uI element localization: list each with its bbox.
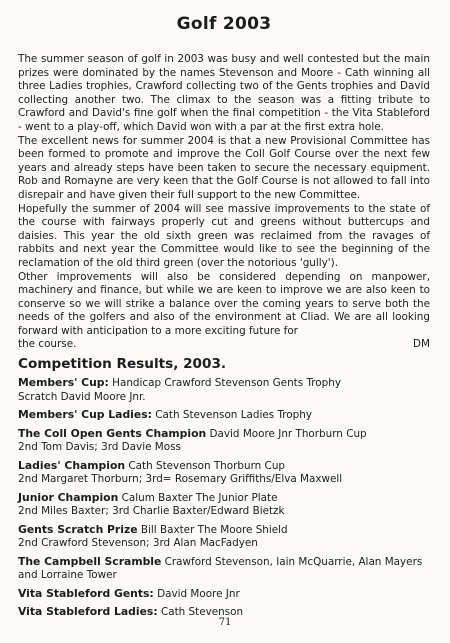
article-paragraph: The summer season of golf in 2003 was busy and well contested but the main prizes were dominated by the names Stevenson and Moore - Cath winning all three Ladies trophies, Crawford collecting two of the Gents trophies and David collecting another two. The climax to the season was a fitting tribute to Crawford and David's fine golf when the final competition - the Vita Stableford - went to a play-off, which David won with a par at the first extra hole.	[18, 53, 430, 133]
results-heading: Competition Results, 2003.	[18, 356, 227, 373]
result-detail: Cath Stevenson Ladies Trophy	[155, 409, 312, 422]
result-detail: Crawford Stevenson, Iain McQuarrie, Alan Mayers	[164, 555, 423, 568]
result-item	[18, 376, 430, 404]
result-detail: Cath Stevenson Thorburn Cup	[128, 459, 285, 472]
article-last-line: the course.	[18, 338, 77, 351]
event-name: The Coll Open Gents Champion	[18, 426, 207, 440]
event-name: The Campbell Scramble	[18, 554, 162, 568]
result-item	[18, 459, 430, 487]
event-name: Gents Scratch Prize	[18, 522, 138, 536]
article-paragraph: The excellent news for summer 2004 is that a new Provisional Committee has been formed to promote and improve the Coll Golf Course over the next few years and already steps have been taken to secure the necessary equipment. Rob and Romayne are very keen that the Golf Course is not allowed to fall into disrepair and have given their full support to the new Committee.	[18, 134, 430, 201]
page-title: Golf 2003	[176, 14, 272, 34]
result-line	[18, 587, 430, 602]
result-detail: Handicap Crawford Stevenson Gents Trophy	[112, 377, 341, 390]
event-name: Vita Stableford Ladies:	[18, 605, 158, 619]
article-body	[18, 53, 430, 352]
result-item	[18, 555, 430, 583]
result-placings: and Lorraine Tower	[18, 569, 117, 582]
result-item	[18, 427, 430, 455]
author-initials: DM	[413, 338, 430, 351]
result-detail: Cath Stevenson	[160, 606, 244, 619]
event-name: Vita Stableford Gents:	[18, 586, 154, 600]
result-line	[18, 408, 430, 423]
result-placings: 2nd Crawford Stevenson; 3rd Alan MacFadyen	[18, 537, 258, 550]
result-detail: David Moore Jnr Thorburn Cup	[209, 427, 367, 440]
article-paragraph: Other improvements will also be considered depending on manpower, machinery and finance, but while we are keen to improve we are also keen to conserve so we will strike a balance over the coming years to serve both the needs of the golfers and also of the environment at Cliad. We are all looking forward with anticipation to a more exciting future for	[18, 270, 430, 337]
result-item	[18, 523, 430, 551]
page-number: 71	[218, 617, 232, 628]
results-list	[18, 376, 430, 620]
result-placings: 2nd Tom Davis; 3rd Davie Moss	[18, 441, 181, 454]
result-placings: Scratch David Moore Jnr.	[18, 390, 146, 403]
result-line	[18, 427, 430, 442]
result-item	[18, 491, 430, 519]
event-name: Members' Cup:	[18, 376, 109, 390]
result-line	[18, 491, 430, 506]
result-line	[18, 459, 430, 474]
result-detail: Bill Baxter The Moore Shield	[140, 523, 288, 536]
result-detail: Calum Baxter The Junior Plate	[121, 491, 278, 504]
result-item	[18, 408, 430, 423]
result-detail: David Moore Jnr	[157, 587, 240, 600]
result-item	[18, 587, 430, 602]
event-name: Junior Champion	[18, 490, 119, 504]
article-paragraph: Hopefully the summer of 2004 will see massive improvements to the state of the course with fairways properly cut and greens without buttercups and daisies. This year the old sixth green was reclaimed from the ravages of rabbits and next year the Committee would like to see the beginning of the reclamation of the old third green (over the notorious 'gully').	[18, 202, 430, 269]
result-line	[18, 523, 430, 538]
event-name: Ladies' Champion	[18, 458, 126, 472]
result-placings: 2nd Margaret Thorburn; 3rd= Rosemary Griffiths/Elva Maxwell	[18, 473, 343, 486]
result-line	[18, 555, 430, 570]
article-closing-line	[18, 338, 430, 352]
result-placings: 2nd Miles Baxter; 3rd Charlie Baxter/Edward Bietzk	[18, 505, 285, 518]
event-name: Members' Cup Ladies:	[18, 408, 152, 422]
result-line	[18, 376, 430, 391]
